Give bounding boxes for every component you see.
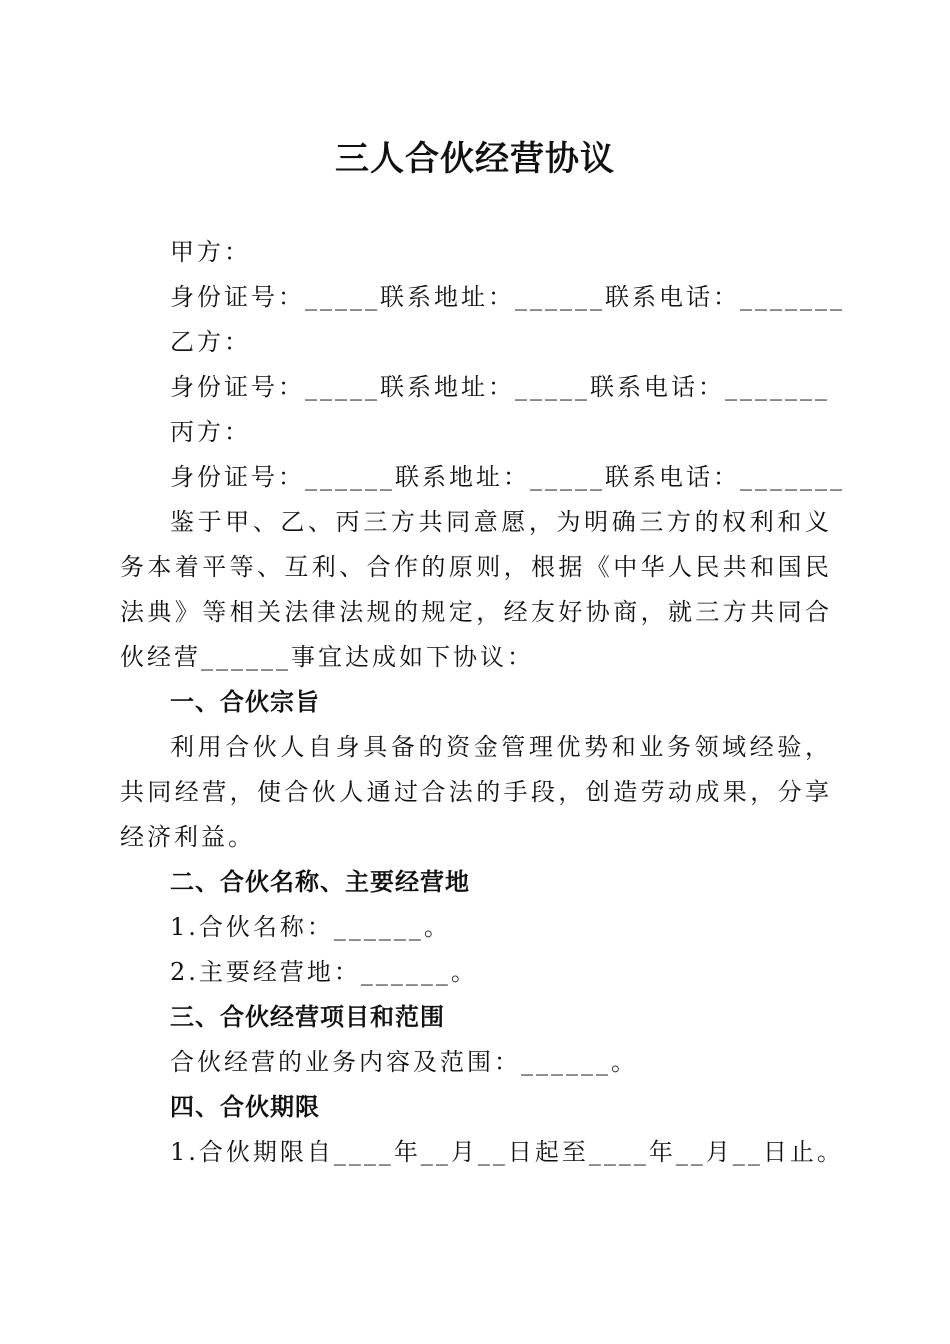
document-title: 三人合伙经营协议 [335, 139, 615, 179]
party-b-label: 乙方： [170, 328, 251, 356]
section-heading-term: 四、合伙期限 [170, 1093, 320, 1121]
party-a-info: 身份证号：_____联系地址：______联系电话：_______ [170, 283, 845, 311]
party-c-label: 丙方： [170, 418, 251, 446]
main-location-item: 2.主要经营地：______。 [170, 958, 478, 986]
party-b-info: 身份证号：_____联系地址：_____联系电话：_______ [170, 373, 830, 401]
business-scope-line: 合伙经营的业务内容及范围：______。 [170, 1048, 638, 1076]
section-heading-scope: 三、合伙经营项目和范围 [170, 1003, 445, 1031]
section-heading-name-location: 二、合伙名称、主要经营地 [170, 868, 470, 896]
party-a-label: 甲方： [170, 238, 251, 266]
section-heading-purpose: 一、合伙宗旨 [170, 688, 320, 716]
partnership-term-item: 1.合伙期限自____年__月__日起至____年__月__日止。 [170, 1138, 844, 1166]
party-c-info: 身份证号：______联系地址：_____联系电话：_______ [170, 463, 845, 491]
partnership-name-item: 1.合伙名称：______。 [170, 913, 451, 941]
document-body [120, 230, 845, 1175]
section-purpose-paragraph: 利用合伙人自身具备的资金管理优势和业务领域经验，共同经营，使合伙人通过合法的手段，创造劳动成果，分享经济利益。 [120, 733, 832, 851]
preamble-paragraph: 鉴于甲、乙、丙三方共同意愿，为明确三方的权利和义务本着平等、互利、合作的原则，根据《中华人民共和国民法典》等相关法律法规的规定，经友好协商，就三方共同合伙经营______事宜达成如下协议： [120, 508, 832, 671]
